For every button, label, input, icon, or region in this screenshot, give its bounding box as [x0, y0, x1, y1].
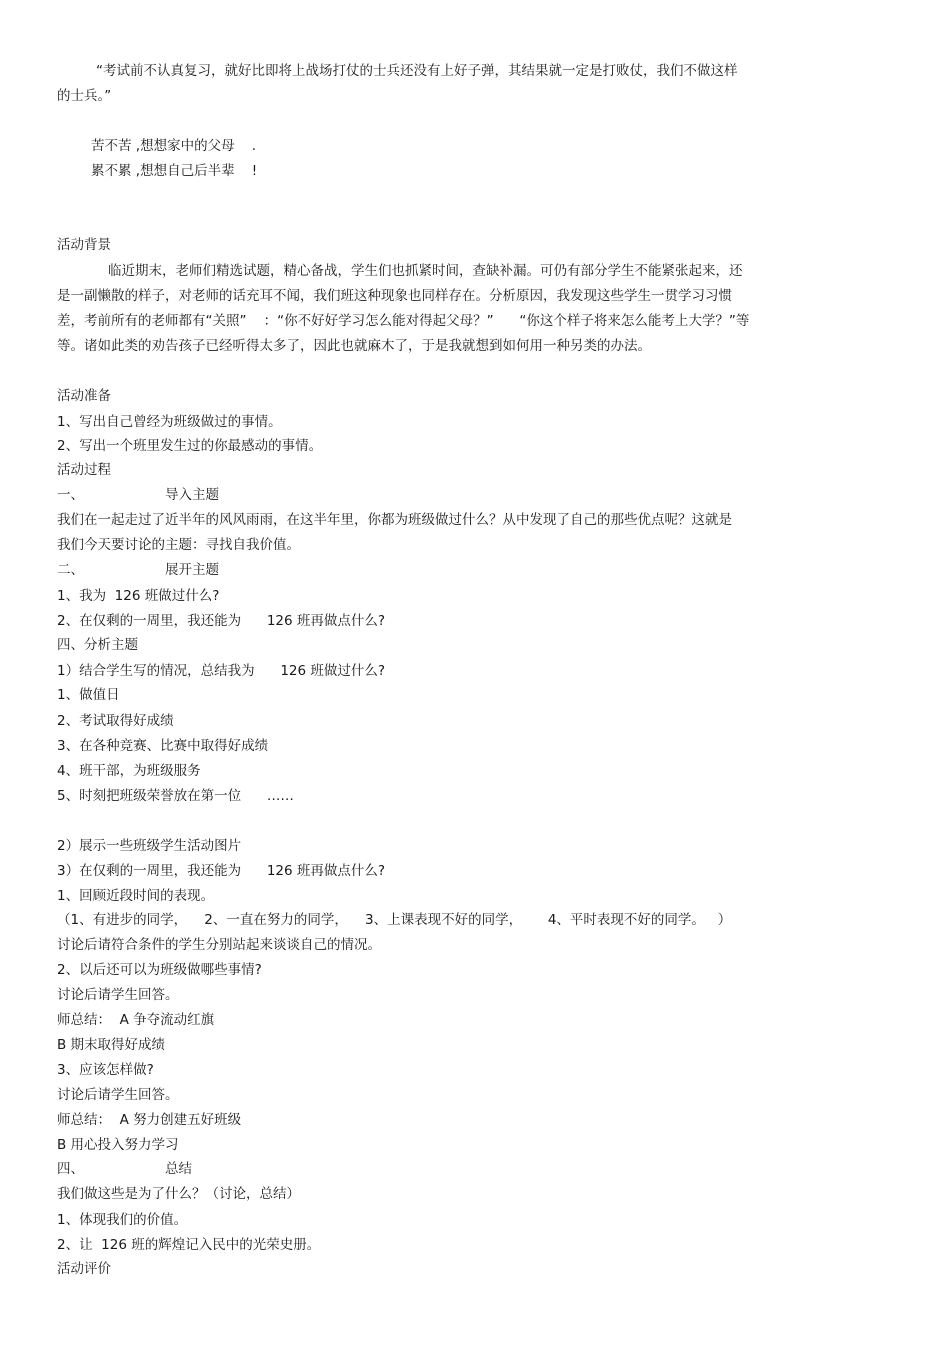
list-item: 1、做值日: [57, 687, 120, 703]
list-item: 2、以后还可以为班级做哪些事情?: [57, 962, 262, 978]
list-item: B 用心投入努力学习: [57, 1137, 179, 1153]
list-item: 2、考试取得好成绩: [57, 713, 174, 729]
subsection-number: 四、: [57, 1161, 84, 1177]
list-item: 讨论后请学生回答。: [57, 987, 179, 1003]
subsection-title: 展开主题: [165, 562, 219, 578]
list-item: （1、有进步的同学， 2、一直在努力的同学， 3、上课表现不好的同学， 4、平时表现不好的同学。 ）: [57, 912, 732, 928]
paragraph-line: 是一副懒散的样子，对老师的话充耳不闻，我们班这种现象也同样存在。分析原因，我发现这些学生一贯学习习惯: [57, 288, 732, 304]
list-item: 3、应该怎样做?: [57, 1062, 154, 1078]
paragraph-line: 等。诸如此类的劝告孩子已经听得太多了，因此也就麻木了，于是我就想到如何用一种另类的办法。: [57, 338, 651, 354]
list-item: 3、在各种竞赛、比赛中取得好成绩: [57, 738, 269, 754]
paragraph-line: 我们在一起走过了近半年的风风雨雨，在这半年里，你都为班级做过什么？从中发现了自己的那些优点呢？这就是: [57, 512, 732, 528]
section-heading-background: 活动背景: [57, 237, 111, 253]
motto-line: 累不累 ,想想自己后半辈 !: [91, 163, 258, 179]
subsection-heading: [57, 561, 219, 579]
subsection-heading: [57, 1160, 192, 1178]
paragraph-line: 临近期末，老师们精选试题，精心备战，学生们也抓紧时间，查缺补漏。可仍有部分学生不能紧张起来，还: [108, 263, 743, 279]
subsection-number: 一、: [57, 487, 84, 503]
list-item: 师总结： A 努力创建五好班级: [57, 1112, 242, 1128]
list-item: 3）在仅剩的一周里，我还能为 126 班再做点什么?: [57, 863, 386, 879]
list-item: 5、时刻把班级荣誉放在第一位 ……: [57, 788, 294, 804]
subsection-heading: 四、分析主题: [57, 637, 138, 653]
list-item: 2）展示一些班级学生活动图片: [57, 838, 242, 854]
intro-quote-line: “考试前不认真复习，就好比即将上战场打仗的士兵还没有上好子弹，其结果就一定是打败仗，我们不做这样: [96, 63, 738, 79]
list-item: 1）结合学生写的情况，总结我为 126 班做过什么?: [57, 663, 386, 679]
section-heading-preparation: 活动准备: [57, 388, 111, 404]
subsection-number: 二、: [57, 562, 84, 578]
list-item: 1、写出自己曾经为班级做过的事情。: [57, 414, 282, 430]
subsection-title: 总结: [165, 1161, 192, 1177]
list-item: 讨论后请符合条件的学生分别站起来谈谈自己的情况。: [57, 937, 381, 953]
list-item: 2、让 126 班的辉煌记入民中的光荣史册。: [57, 1237, 321, 1253]
section-heading-process: 活动过程: [57, 462, 111, 478]
motto-line: 苦不苦 ,想想家中的父母 .: [91, 138, 257, 154]
intro-quote-line: 的士兵。”: [57, 88, 112, 104]
list-item: 1、体现我们的价值。: [57, 1212, 188, 1228]
paragraph-line: 我们做这些是为了什么？（讨论，总结）: [57, 1186, 300, 1202]
paragraph-line: 差，考前所有的老师都有“关照” ：“你不好好学习怎么能对得起父母？” “你这个样子将来怎么能考上大学？”等: [57, 313, 750, 329]
subsection-title: 导入主题: [165, 487, 219, 503]
subsection-heading: [57, 486, 219, 504]
list-item: 4、班干部，为班级服务: [57, 763, 201, 779]
list-item: B 期末取得好成绩: [57, 1037, 166, 1053]
list-item: 讨论后请学生回答。: [57, 1087, 179, 1103]
list-item: 师总结： A 争夺流动红旗: [57, 1012, 215, 1028]
section-heading-evaluation: 活动评价: [57, 1261, 111, 1277]
list-item: 1、我为 126 班做过什么?: [57, 588, 220, 604]
list-item: 2、写出一个班里发生过的你最感动的事情。: [57, 438, 323, 454]
paragraph-line: 我们今天要讨论的主题：寻找自我价值。: [57, 537, 300, 553]
list-item: 2、在仅剩的一周里，我还能为 126 班再做点什么?: [57, 613, 386, 629]
list-item: 1、回顾近段时间的表现。: [57, 888, 215, 904]
